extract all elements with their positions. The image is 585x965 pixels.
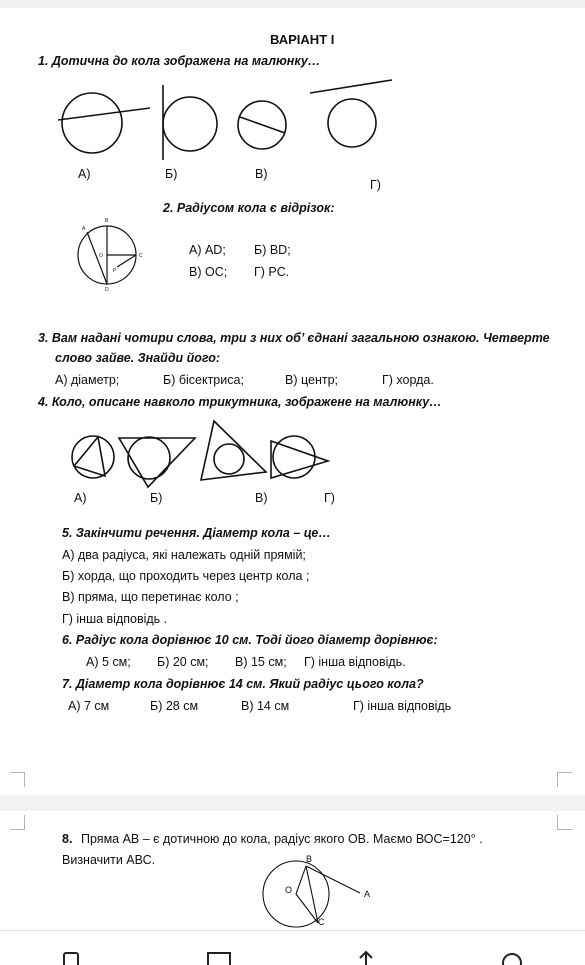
q5-option-a: А) два радіуса, які належать одній прямій;	[62, 548, 306, 562]
q2-label-d: D	[105, 287, 109, 293]
q8-radius-ob	[296, 866, 306, 894]
q4-option-d: Г)	[324, 491, 335, 505]
q1-option-a: А)	[78, 167, 91, 181]
q2-option-c: В) OC;	[189, 265, 228, 279]
q3-question-line1: 3. Вам надані чотири слова, три з них об’ єднані загальною ознакою. Четверте	[38, 331, 550, 345]
q3-option-a: А) діаметр;	[55, 373, 120, 387]
q2-option-a: А) AD;	[189, 243, 226, 257]
q4-option-b: Б)	[150, 491, 163, 505]
q6-option-c: В) 15 см;	[235, 655, 287, 669]
q3-question-line2: слово зайве. Знайди його:	[55, 351, 221, 365]
q8-tangent-ab	[306, 866, 360, 893]
share-icon	[64, 953, 78, 965]
q3-option-d: Г) хорда.	[382, 373, 434, 387]
q4-question: 4. Коло, описане навколо трикутника, зображене на малюнку…	[38, 395, 442, 409]
q1-option-c: В)	[255, 167, 268, 181]
q6-option-a: А) 5 см;	[86, 655, 131, 669]
q7-question: 7. Діаметр кола дорівнює 14 см. Який радіус цього кола?	[62, 677, 424, 691]
q8-text-line2: Визначити АВС.	[62, 853, 156, 867]
q8-number: 8.	[62, 832, 73, 846]
q8-label-c: C	[318, 917, 325, 927]
crop-icon	[208, 953, 230, 965]
q5-option-c: В) пряма, що перетинає коло ;	[62, 590, 239, 604]
q4-option-a: А)	[74, 491, 87, 505]
q7-option-a: А) 7 см	[68, 699, 110, 713]
q6-option-d: Г) інша відповідь.	[304, 655, 406, 669]
q4-option-c: В)	[255, 491, 268, 505]
page-title: ВАРІАНТ І	[270, 32, 335, 47]
q2-question: 2. Радіусом кола є відрізок:	[163, 201, 335, 215]
q2-label-b: B	[105, 218, 109, 224]
q2-label-a: A	[82, 226, 86, 232]
search-icon	[503, 954, 521, 965]
q3-option-c: В) центр;	[285, 373, 338, 387]
q1-option-b: Б)	[165, 167, 178, 181]
q7-option-d: Г) інша відповідь	[353, 699, 452, 713]
q2-label-c: C	[139, 253, 143, 259]
q2-label-p: P	[113, 268, 117, 274]
q5-option-d: Г) інша відповідь .	[62, 612, 168, 626]
q1-question: 1. Дотична до кола зображена на малюнку…	[38, 54, 321, 68]
q8-label-b: B	[306, 854, 313, 864]
q2-option-d: Г) PC.	[254, 265, 290, 279]
q5-option-b: Б) хорда, що проходить через центр кола ;	[62, 569, 310, 583]
q7-option-c: В) 14 см	[241, 699, 290, 713]
q8-label-a: A	[364, 889, 371, 899]
q1-option-d: Г)	[370, 178, 381, 192]
upload-icon	[360, 952, 372, 965]
q7-option-b: Б) 28 см	[150, 699, 199, 713]
q6-option-b: Б) 20 см;	[157, 655, 209, 669]
q2-label-o: O	[99, 253, 103, 259]
q6-question: 6. Радіус кола дорівнює 10 см. Тоді його діаметр дорівнює:	[62, 633, 438, 647]
q8-text-line1: Пряма АВ – є дотичною до кола, радіус якого ОВ. Маємо ВОС=120° .	[81, 832, 483, 846]
q8-label-o: O	[285, 885, 293, 895]
bottom-toolbar	[0, 930, 585, 965]
q3-option-b: Б) бісектриса;	[163, 373, 244, 387]
q5-question: 5. Закінчити речення. Діаметр кола – це…	[62, 526, 331, 540]
q2-option-b: Б) BD;	[254, 243, 291, 257]
